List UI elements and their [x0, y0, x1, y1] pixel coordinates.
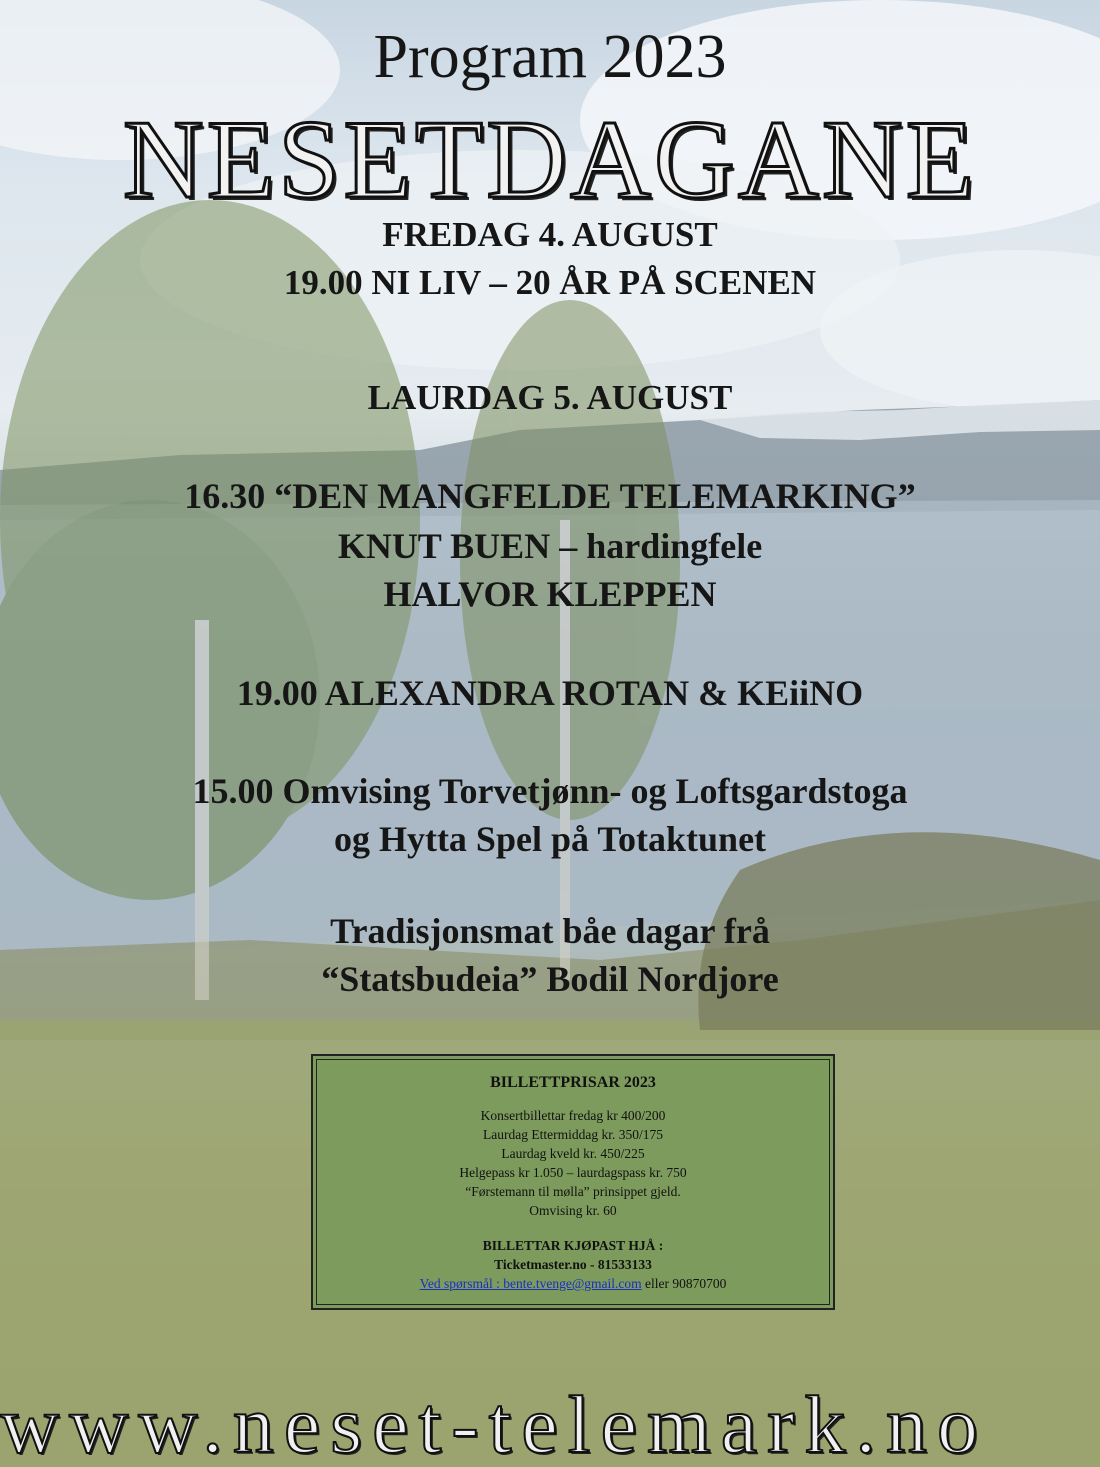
ticket-info-box	[311, 1054, 835, 1310]
friday-event: 19.00 NI LIV – 20 ÅR PÅ SCENEN	[283, 263, 817, 302]
food-line2: “Statsbudeia” Bodil Nordjore	[321, 959, 779, 999]
saturday-event1-performer2: HALVOR KLEPPEN	[383, 574, 717, 614]
ticket-price-row: Konsertbillettar fredag kr 400/200	[480, 1108, 666, 1123]
friday-date: FREDAG 4. AUGUST	[382, 215, 718, 254]
ticket-price-row: Laurdag Ettermiddag kr. 350/175	[483, 1127, 663, 1142]
festival-title: NESETDAGANE	[122, 98, 978, 222]
saturday-event2: 19.00 ALEXANDRA ROTAN & KEiiNO	[236, 673, 864, 713]
program-year: Program 2023	[373, 23, 727, 91]
ticket-heading: BILLETTPRISAR 2023	[490, 1074, 656, 1091]
ticket-buy-where: Ticketmaster.no - 81533133	[494, 1257, 652, 1272]
ticket-contact	[313, 1274, 833, 1293]
contact-email-link[interactable]: Ved spørsmål : bente.tvenge@gmail.com	[419, 1276, 642, 1291]
ticket-price-row: Omvising kr. 60	[529, 1203, 617, 1218]
ticket-price-row: Helgepass kr 1.050 – laurdagspass kr. 750	[459, 1165, 687, 1180]
saturday-event1-title: 16.30 “DEN MANGFELDE TELEMARKING”	[184, 476, 916, 516]
saturday-event1-performer1: KNUT BUEN – hardingfele	[337, 526, 763, 566]
food-line1: Tradisjonsmat båe dagar frå	[330, 911, 770, 951]
website-url: www.neset-telemark.no	[0, 1379, 988, 1467]
contact-phone: eller 90870700	[641, 1276, 727, 1291]
tour-line1: 15.00 Omvising Torvetjønn- og Loftsgardstoga	[192, 771, 908, 811]
ticket-buy-heading: BILLETTAR KJØPAST HJÅ :	[482, 1238, 664, 1253]
ticket-price-row: Laurdag kveld kr. 450/225	[501, 1146, 645, 1161]
saturday-date: LAURDAG 5. AUGUST	[367, 378, 733, 417]
tour-line2: og Hytta Spel på Totaktunet	[333, 819, 767, 859]
ticket-price-row: “Førstemann til mølla” prinsippet gjeld.	[465, 1184, 681, 1199]
